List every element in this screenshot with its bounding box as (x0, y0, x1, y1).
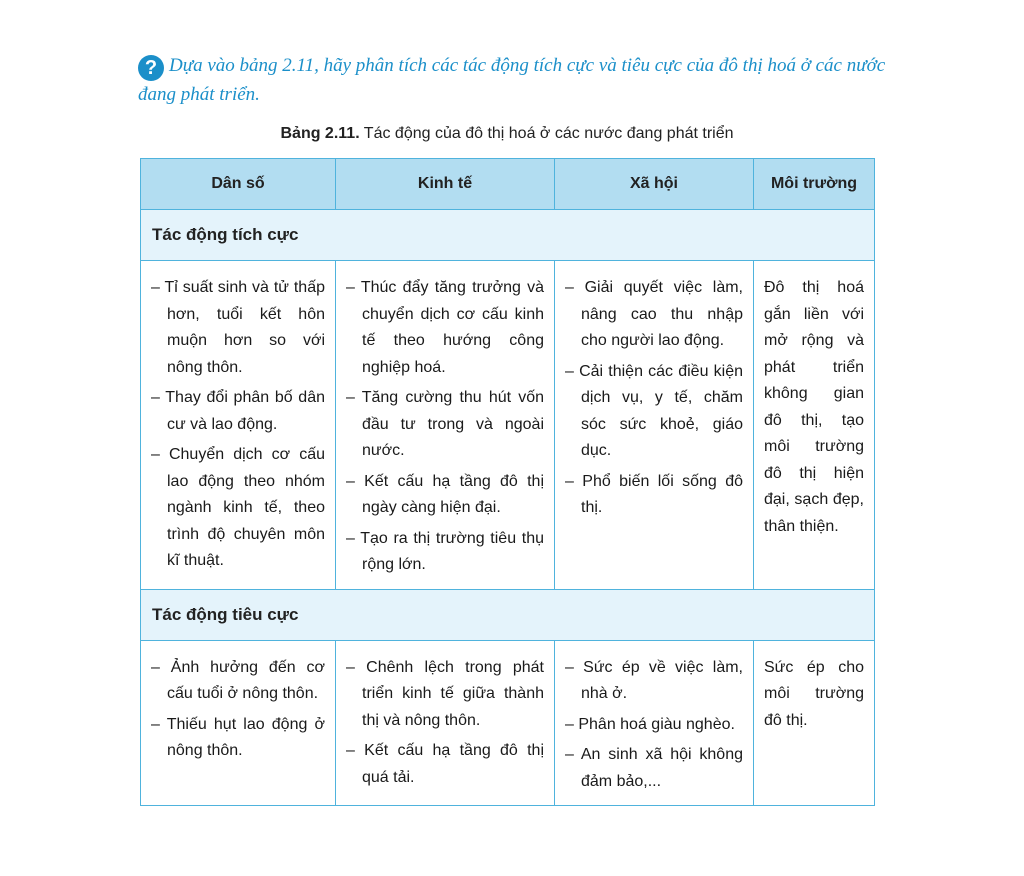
list-item: – Tăng cường thu hút vốn đầu tư trong và ngoài nước. (346, 389, 544, 459)
table-row-positive (141, 261, 875, 590)
header-moi-truong: Môi trường (754, 159, 875, 210)
table-caption (140, 125, 874, 143)
section-row-positive (141, 210, 875, 261)
header-row (141, 159, 875, 210)
section-title-negative: Tác động tiêu cực (141, 589, 875, 640)
header-dan-so: Dân số (141, 159, 336, 210)
cell-positive-dan-so (141, 261, 336, 590)
header-xa-hoi: Xã hội (555, 159, 754, 210)
list-item: – An sinh xã hội không đảm bảo,... (565, 746, 743, 790)
cell-negative-xa-hoi (555, 640, 754, 806)
section-row-negative (141, 589, 875, 640)
list-item: – Chuyển dịch cơ cấu lao động theo nhóm ngành kinh tế, theo trình độ chuyên môn kĩ thuật. (151, 446, 325, 569)
cell-negative-dan-so (141, 640, 336, 806)
impact-table (140, 158, 875, 806)
list-item: – Sức ép về việc làm, nhà ở. (565, 658, 743, 702)
list-item: – Kết cấu hạ tầng đô thị quá tải. (346, 742, 544, 786)
cell-positive-moi-truong (754, 261, 875, 590)
list-item: – Tỉ suất sinh và tử thấp hơn, tuổi kết hôn muộn hơn so với nông thôn. (151, 279, 325, 376)
section-title-positive: Tác động tích cực (141, 210, 875, 261)
cell-negative-moi-truong (754, 640, 875, 806)
header-kinh-te: Kinh tế (336, 159, 555, 210)
list-item: – Cải thiện các điều kiện dịch vụ, y tế, chăm sóc sức khoẻ, giáo dục. (565, 362, 743, 459)
list-item: – Thúc đẩy tăng trưởng và chuyển dịch cơ cấu kinh tế theo hướng công nghiệp hoá. (346, 279, 544, 376)
question-icon: ? (138, 55, 164, 81)
caption-text: Tác động của đô thị hoá ở các nước đang phát triển (359, 125, 734, 142)
list-item: – Chênh lệch trong phát triển kinh tế giữa thành thị và nông thôn. (346, 658, 544, 729)
list-item: – Thiếu hụt lao động ở nông thôn. (151, 715, 325, 759)
cell-positive-xa-hoi (555, 261, 754, 590)
cell-negative-kinh-te (336, 640, 555, 806)
cell-positive-kinh-te (336, 261, 555, 590)
list-item: – Kết cấu hạ tầng đô thị ngày càng hiện đại. (346, 472, 544, 516)
question-text: Dựa vào bảng 2.11, hãy phân tích các tác động tích cực và tiêu cực của đô thị hoá ở các nước đang phát triển. (138, 55, 886, 105)
list-item: – Phổ biến lối sống đô thị. (565, 472, 743, 516)
table-row-negative (141, 640, 875, 806)
caption-label: Bảng 2.11. (280, 125, 360, 142)
list-item: – Ảnh hưởng đến cơ cấu tuổi ở nông thôn. (151, 658, 325, 702)
cell-text: Sức ép cho môi trường đô thị. (764, 658, 864, 729)
list-item: – Phân hoá giàu nghèo. (565, 715, 735, 733)
list-item: – Giải quyết việc làm, nâng cao thu nhập cho người lao động. (565, 279, 743, 349)
list-item: – Tạo ra thị trường tiêu thụ rộng lớn. (346, 529, 544, 573)
cell-text: Đô thị hoá gắn liền với mở rộng và phát triển không gian đô thị, tạo môi trường đô thị hiện đại, sạch đẹp, thân thiện. (764, 279, 864, 535)
question-prompt (138, 52, 888, 108)
list-item: – Thay đổi phân bố dân cư và lao động. (151, 389, 325, 433)
